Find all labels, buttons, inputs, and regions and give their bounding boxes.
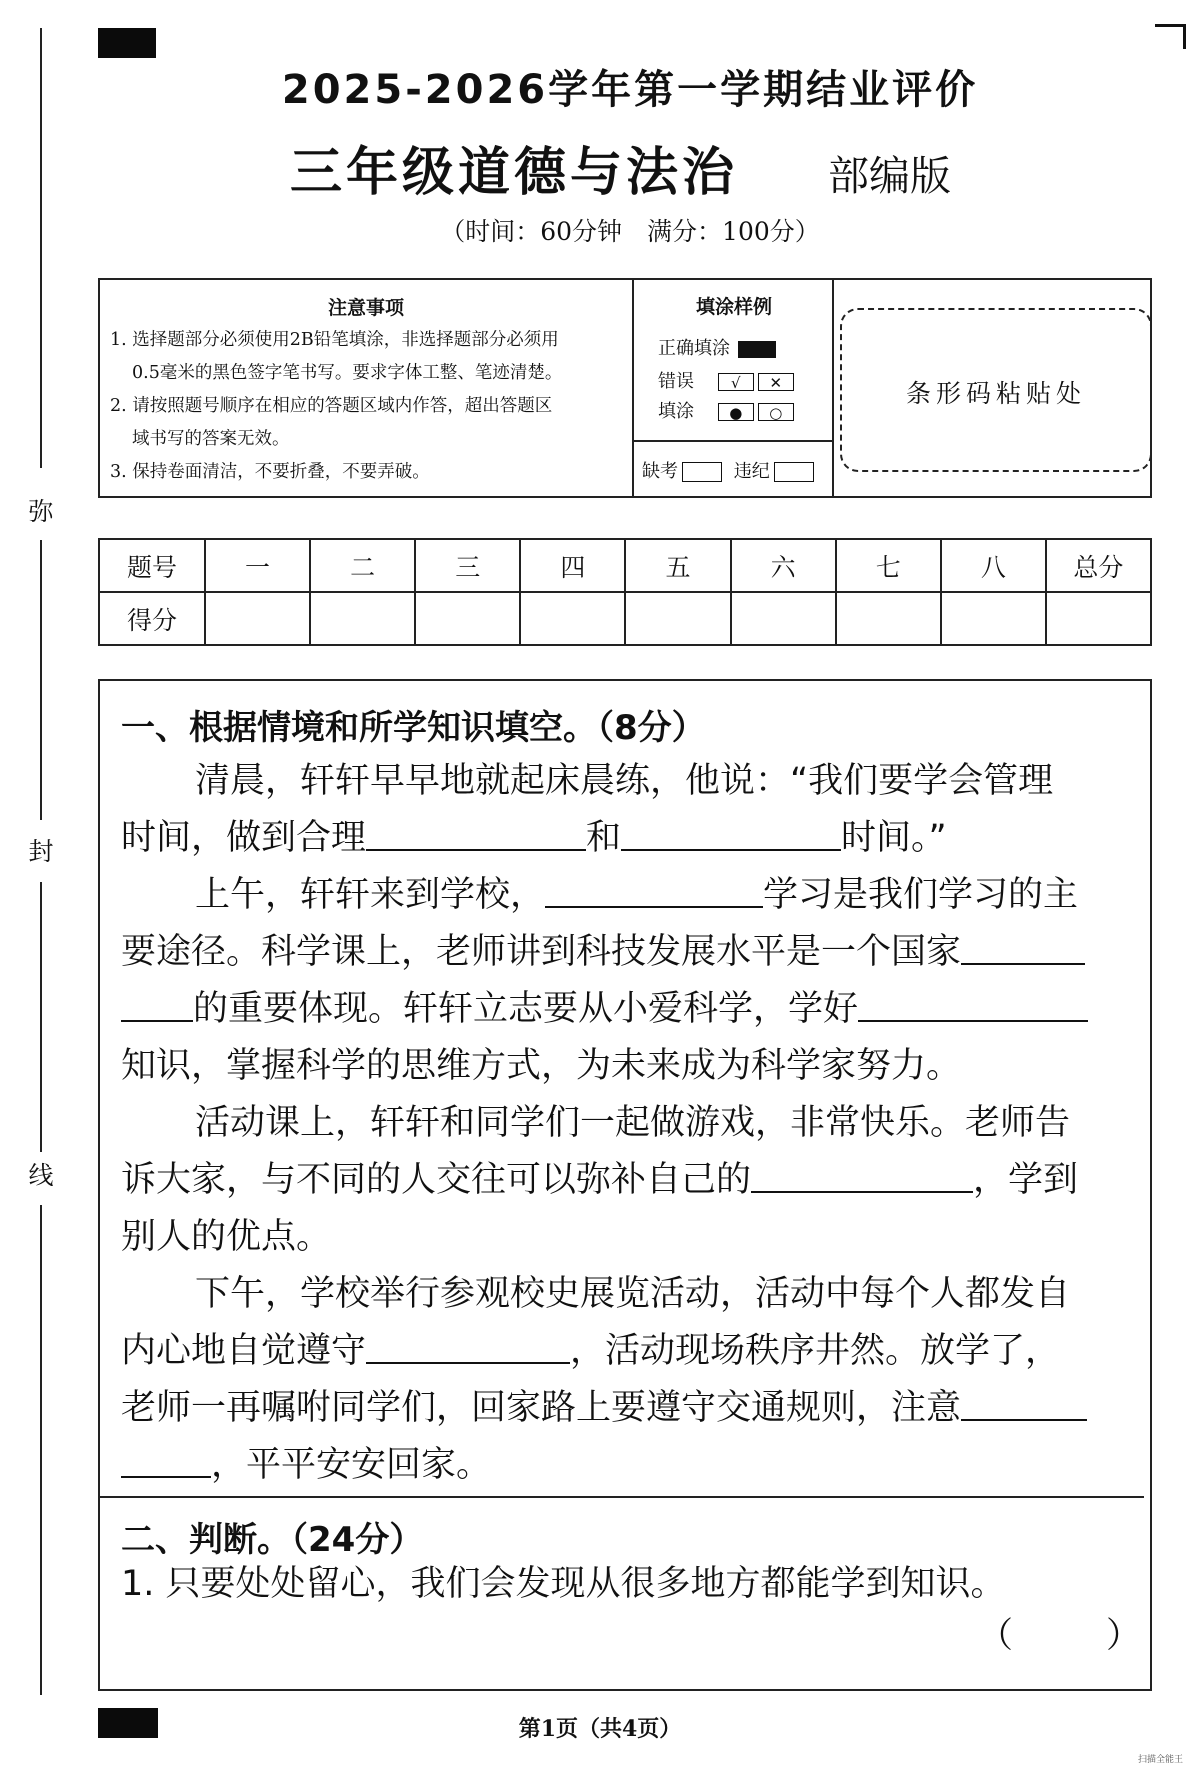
binding-char-xian: 线 bbox=[28, 1161, 54, 1190]
notice-box bbox=[98, 278, 1152, 498]
score-table-header: 四 bbox=[520, 539, 625, 592]
question-text: 1. 只要处处留心，我们会发现从很多地方都能学到知识。 bbox=[121, 1564, 1006, 1604]
barcode-panel bbox=[834, 280, 1150, 496]
score-cell[interactable] bbox=[836, 592, 941, 645]
filled-dot-icon: ● bbox=[718, 403, 754, 421]
score-table-header: 一 bbox=[205, 539, 310, 592]
fill-example-panel bbox=[634, 280, 834, 496]
score-cell[interactable] bbox=[205, 592, 310, 645]
score-table-header: 三 bbox=[415, 539, 520, 592]
score-table bbox=[98, 538, 1152, 646]
wrong-fill-row-1 bbox=[658, 367, 794, 393]
score-table-header: 八 bbox=[941, 539, 1046, 592]
score-cell[interactable] bbox=[310, 592, 415, 645]
absent-violation-row bbox=[642, 457, 820, 483]
notice-item: 1. 选择题部分必须使用2B铅笔填涂，非选择题部分必须用 bbox=[110, 330, 559, 350]
exam-title-line1: 2025-2026学年第一学期结业评价 bbox=[281, 67, 979, 113]
score-table-header: 七 bbox=[836, 539, 941, 592]
score-table-header: 题号 bbox=[99, 539, 205, 592]
fill-blank-1[interactable] bbox=[366, 817, 586, 851]
correct-fill-label: 正确填涂 bbox=[658, 338, 730, 359]
fill-blank-4a[interactable] bbox=[961, 931, 1085, 965]
wrong-fill-label-2: 填涂 bbox=[658, 401, 694, 422]
binding-line bbox=[40, 28, 42, 468]
notice-item: 域书写的答案无效。 bbox=[132, 429, 290, 449]
notice-item: 2. 请按照题号顺序在相应的答题区域内作答，超出答题区 bbox=[110, 396, 553, 416]
wrong-fill-label-1: 错误 bbox=[658, 371, 694, 392]
section1-title: 一、根据情境和所学知识填空。（8分） bbox=[121, 708, 706, 748]
cross-mark-icon: ✕ bbox=[758, 373, 794, 391]
scanner-watermark: 扫描全能王 bbox=[1138, 1755, 1184, 1765]
fill-blank-2[interactable] bbox=[621, 817, 841, 851]
answer-paren-open: （ bbox=[978, 1616, 1014, 1656]
binding-char-feng: 封 bbox=[28, 837, 54, 866]
wrong-fill-row-2 bbox=[658, 397, 794, 423]
exam-title-subject: 三年级道德与法治 bbox=[290, 142, 739, 203]
passage-line: 的重要体现。轩轩立志要从小爱科学，学好 bbox=[121, 981, 1141, 1038]
page-number: 第1页（共4页） bbox=[518, 1716, 682, 1742]
score-cell-total[interactable] bbox=[1046, 592, 1151, 645]
passage-line: 诉大家，与不同的人交往可以弥补自己的 ，学到 bbox=[121, 1160, 1079, 1200]
section2-question-1 bbox=[121, 1556, 1141, 1613]
fill-example-title: 填涂样例 bbox=[695, 296, 772, 318]
empty-circle-icon: ○ bbox=[758, 403, 794, 421]
corner-mark-top-right bbox=[1155, 24, 1186, 49]
binding-char-mi: 弥 bbox=[28, 497, 54, 526]
correct-fill-row bbox=[658, 334, 776, 360]
fill-blank-6[interactable] bbox=[751, 1159, 973, 1193]
binding-line bbox=[40, 540, 42, 820]
passage-line: 活动课上，轩轩和同学们一起做游戏，非常快乐。老师告 bbox=[195, 1103, 1071, 1143]
passage-line: 时间，做到合理 和 时间。” bbox=[121, 818, 947, 858]
passage-line: 内心地自觉遵守 ，活动现场秩序井然。放学了， bbox=[121, 1331, 1061, 1371]
passage-line: 别人的优点。 bbox=[121, 1217, 332, 1257]
score-row-label: 得分 bbox=[99, 592, 205, 645]
answer-paren-close: ） bbox=[1106, 1616, 1142, 1656]
judgment-answer-field[interactable] bbox=[1020, 1612, 1106, 1652]
fill-blank-8b[interactable] bbox=[121, 1444, 211, 1478]
fill-example-divider bbox=[634, 440, 834, 442]
section-divider bbox=[98, 1496, 1144, 1498]
score-table-header: 总分 bbox=[1046, 539, 1151, 592]
fill-blank-8a[interactable] bbox=[961, 1387, 1087, 1421]
registration-mark-top-left bbox=[98, 28, 156, 58]
correct-fill-sample bbox=[738, 341, 776, 358]
registration-mark-bottom-left bbox=[98, 1708, 158, 1738]
absent-label: 缺考 bbox=[642, 461, 678, 482]
binding-line bbox=[40, 1205, 42, 1695]
passage-line: 知识，掌握科学的思维方式，为未来成为科学家努力。 bbox=[121, 1046, 962, 1086]
score-cell[interactable] bbox=[625, 592, 730, 645]
notice-instructions bbox=[100, 280, 634, 496]
notice-item: 3. 保持卷面清洁，不要折叠，不要弄破。 bbox=[110, 462, 430, 482]
score-table-score-row bbox=[99, 592, 1151, 645]
fill-blank-4b[interactable] bbox=[121, 988, 193, 1022]
passage-line: 上午，轩轩来到学校， 学习是我们学习的主 bbox=[195, 875, 1079, 915]
score-cell[interactable] bbox=[731, 592, 836, 645]
score-table-header: 六 bbox=[731, 539, 836, 592]
score-table-header-row bbox=[99, 539, 1151, 592]
notice-item: 0.5毫米的黑色签字笔书写。要求字体工整、笔迹清楚。 bbox=[132, 363, 563, 383]
score-table-header: 二 bbox=[310, 539, 415, 592]
section1-passage bbox=[121, 753, 1141, 1494]
passage-line: ，平平安安回家。 bbox=[121, 1437, 1141, 1494]
violation-checkbox[interactable] bbox=[774, 462, 814, 482]
passage-line: 清晨，轩轩早早地就起床晨练，他说：“我们要学会管理 bbox=[195, 761, 1054, 801]
score-cell[interactable] bbox=[520, 592, 625, 645]
fill-blank-7[interactable] bbox=[366, 1330, 570, 1364]
score-cell[interactable] bbox=[941, 592, 1046, 645]
exam-time-score: （时间：60分钟 满分：100分） bbox=[440, 217, 820, 246]
check-mark-icon: √ bbox=[718, 373, 754, 391]
section2-title: 二、判断。（24分） bbox=[121, 1520, 424, 1560]
violation-label: 违纪 bbox=[733, 461, 770, 482]
barcode-label: 条形码粘贴处 bbox=[905, 379, 1086, 408]
passage-line: 下午，学校举行参观校史展览活动，活动中每个人都发自 bbox=[195, 1274, 1071, 1314]
exam-edition: 部编版 bbox=[828, 152, 951, 200]
fill-blank-5[interactable] bbox=[858, 988, 1088, 1022]
fill-blank-3[interactable] bbox=[545, 874, 763, 908]
score-cell[interactable] bbox=[415, 592, 520, 645]
binding-line bbox=[40, 882, 42, 1152]
absent-checkbox[interactable] bbox=[682, 462, 722, 482]
score-table-header: 五 bbox=[625, 539, 730, 592]
passage-line: 老师一再嘱咐同学们，回家路上要遵守交通规则，注意 bbox=[121, 1380, 1141, 1437]
notice-title: 注意事项 bbox=[327, 297, 404, 319]
passage-line: 要途径。科学课上，老师讲到科技发展水平是一个国家 bbox=[121, 924, 1141, 981]
barcode-area bbox=[840, 308, 1152, 472]
